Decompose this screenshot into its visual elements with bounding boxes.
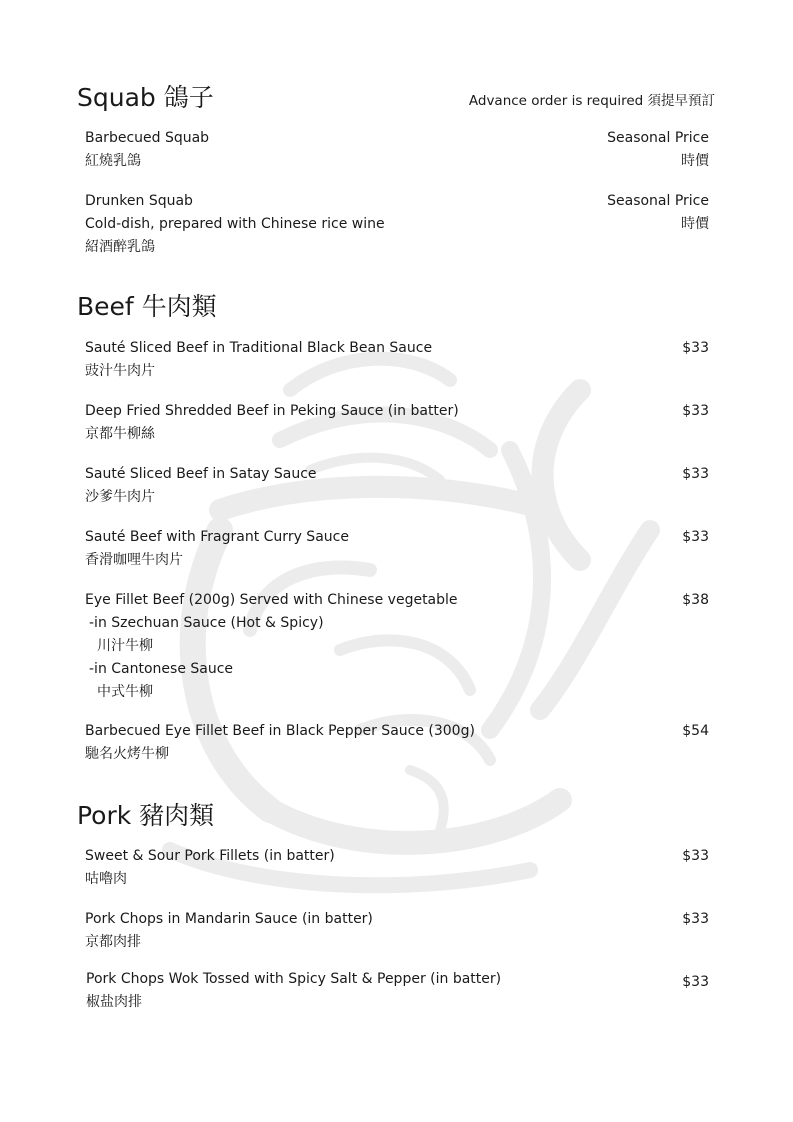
item-chinese-name: 馳名火烤牛柳 (85, 746, 169, 762)
price-text: $33 (682, 848, 709, 864)
price-text: $54 (682, 723, 709, 739)
item-price (682, 908, 709, 931)
item-description: Cold-dish, prepared with Chinese rice wine (85, 216, 385, 232)
price-text-chinese: 時價 (681, 153, 709, 169)
item-chinese-name: 咕嚕肉 (85, 871, 127, 887)
item-name: Drunken Squab (85, 193, 193, 209)
advance-order-note: Advance order is required 須提早預訂 (468, 93, 715, 109)
item-option: -in Szechuan Sauce (Hot & Spicy) (89, 615, 324, 631)
menu-item (85, 845, 709, 891)
item-name: Eye Fillet Beef (200g) Served with Chinese vegetable (85, 592, 458, 608)
item-chinese-name: 椒盐肉排 (86, 994, 142, 1010)
item-chinese-name: 紹酒醉乳鴿 (85, 239, 155, 255)
item-chinese-name: 香滑咖哩牛肉片 (85, 552, 183, 568)
item-option-chinese: 川汁牛柳 (97, 638, 153, 654)
item-price (682, 720, 709, 743)
item-price (682, 526, 709, 549)
section-title-beef: Beef 牛肉類 (77, 292, 217, 321)
price-text: $33 (682, 974, 709, 990)
item-name: Sauté Sliced Beef in Traditional Black Bean Sauce (85, 340, 433, 356)
item-name: Pork Chops in Mandarin Sauce (in batter) (85, 911, 373, 927)
item-price (682, 400, 709, 423)
item-name: Sauté Sliced Beef in Satay Sauce (85, 466, 317, 482)
item-chinese-name: 沙爹牛肉片 (85, 489, 155, 505)
price-text: Seasonal Price (607, 130, 709, 146)
menu-item (85, 526, 709, 572)
item-chinese-name: 京都牛柳絲 (85, 426, 155, 442)
menu-item (86, 968, 709, 1014)
item-chinese-name: 豉汁牛肉片 (85, 363, 155, 379)
price-text: $33 (682, 529, 709, 545)
menu-item (85, 463, 709, 509)
item-price (607, 127, 709, 173)
item-chinese-name: 紅燒乳鴿 (85, 153, 141, 169)
price-text: $33 (682, 911, 709, 927)
item-name: Sweet & Sour Pork Fillets (in batter) (85, 848, 335, 864)
item-price (682, 589, 709, 612)
price-text: Seasonal Price (607, 193, 709, 209)
menu-item (85, 337, 709, 383)
section-title-pork: Pork 豬肉類 (77, 801, 215, 830)
menu-item (85, 400, 709, 446)
item-option: -in Cantonese Sauce (89, 661, 234, 677)
price-text: $38 (682, 592, 709, 608)
item-name: Sauté Beef with Fragrant Curry Sauce (85, 529, 349, 545)
item-price (682, 337, 709, 360)
menu-item (85, 720, 709, 766)
price-text: $33 (682, 403, 709, 419)
item-price (607, 190, 709, 236)
item-chinese-name: 京都肉排 (85, 934, 141, 950)
section-title-squab: Squab 鴿子 (77, 83, 214, 112)
menu-item (85, 127, 709, 173)
price-text-chinese: 時價 (681, 216, 709, 232)
price-text: $33 (682, 466, 709, 482)
item-price (682, 463, 709, 486)
item-name: Pork Chops Wok Tossed with Spicy Salt & Pepper (in batter) (86, 971, 502, 987)
item-price (682, 971, 709, 994)
item-option-chinese: 中式牛柳 (97, 684, 153, 700)
price-text: $33 (682, 340, 709, 356)
item-name: Barbecued Squab (85, 130, 210, 146)
menu-item (85, 589, 709, 704)
item-name: Deep Fried Shredded Beef in Peking Sauce (in batter) (85, 403, 459, 419)
item-name: Barbecued Eye Fillet Beef in Black Pepper Sauce (300g) (85, 723, 475, 739)
menu-item (85, 908, 709, 954)
menu-item (85, 190, 709, 259)
item-price (682, 845, 709, 868)
